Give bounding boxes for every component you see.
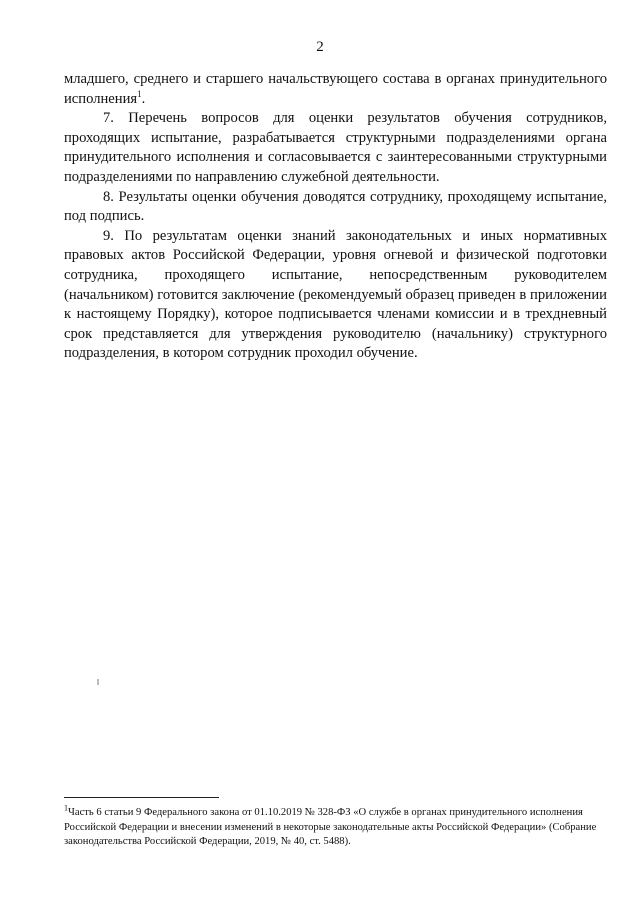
paragraph-item-9: 9. По результатам оценки знаний законодательных и иных нормативных правовых актов Российской Федерации, уровня огневой и физической подготовки сотрудника, проходящего испытание, непосредственным руководителем (начальником) готовится заключение (рекомендуемый образец приведен в приложении к настоящему Порядку), которое подписывается членами комиссии и в трехдневный срок представляется для утверждения руководителю (начальнику) структурного подразделения, в котором сотрудник проходил обучение. — [64, 227, 607, 362]
paragraph-item-8: 8. Результаты оценки обучения доводятся сотруднику, проходящему испытание, под подпись. — [64, 188, 607, 225]
paragraph-end-punctuation: . — [141, 90, 146, 107]
footnote-reference: 1 — [137, 88, 142, 99]
page-number: 2 — [316, 39, 324, 55]
paragraph-text: младшего, среднего и старшего начальствующего состава в органах принудительного исполнения — [64, 71, 607, 107]
paragraph-continuation — [64, 70, 607, 109]
footnote-text: Часть 6 статьи 9 Федерального закона от 01.10.2019 № 328-ФЗ «О службе в органах принудительного исполнения Российской Федерации и внесении изменений в некоторые законодательные акты Российской Федерации» (Собрание законодательства Российской Федерации, 2019, № 40, ст. 5488). — [64, 807, 597, 848]
footnote — [64, 803, 614, 850]
footnote-mark: 1 — [64, 803, 68, 813]
paragraph-item-7: 7. Перечень вопросов для оценки результатов обучения сотрудников, проходящих испытание, разрабатывается структурными подразделениями органа принудительного исполнения и согласовывается с заинтересованными структурными подразделениями по направлению служебной деятельности. — [64, 110, 607, 185]
body-text — [64, 70, 607, 364]
scan-artifact — [97, 679, 99, 685]
footnote-separator — [64, 797, 219, 798]
